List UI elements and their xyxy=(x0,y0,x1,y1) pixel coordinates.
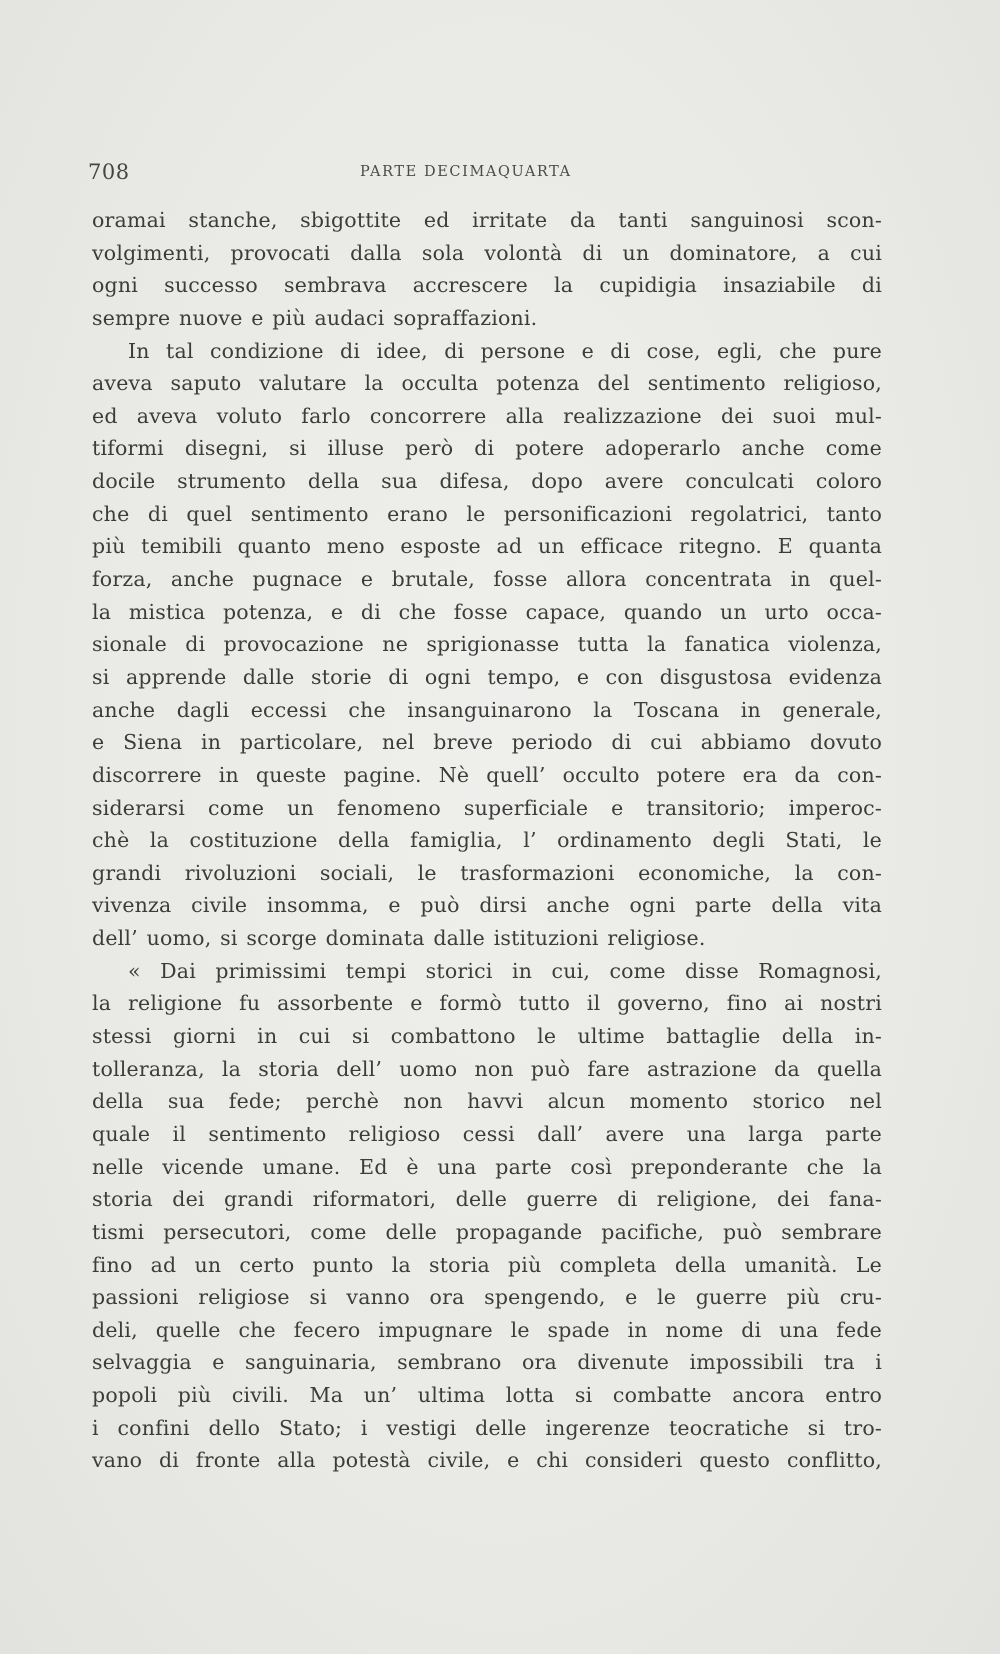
text-line: i confini dello Stato; i vestigi delle ingerenze teocratiche si tro- xyxy=(92,1415,882,1440)
text-line: si apprende dalle storie di ogni tempo, e con disgustosa evidenza xyxy=(92,664,882,689)
text-line: quale il sentimento religioso cessi dall’ avere una larga parte xyxy=(92,1121,882,1146)
text-line: vivenza civile insomma, e può dirsi anche ogni parte della vita xyxy=(92,893,882,918)
text-line: sempre nuove e più audaci sopraffazioni. xyxy=(92,305,538,330)
text-line: che di quel sentimento erano le personificazioni regolatrici, tanto xyxy=(92,501,882,526)
text-line: volgimenti, provocati dalla sola volontà di un dominatore, a cui xyxy=(92,240,882,265)
text-line: vano di fronte alla potestà civile, e chi consideri questo conflitto, xyxy=(92,1448,882,1473)
text-line: chè la costituzione della famiglia, l’ ordinamento degli Stati, le xyxy=(92,828,882,853)
text-line: docile strumento della sua difesa, dopo avere conculcati coloro xyxy=(92,469,882,494)
page-header xyxy=(88,160,888,190)
text-line: In tal condizione di idee, di persone e di cose, egli, che pure xyxy=(128,338,882,363)
text-line: più temibili quanto meno esposte ad un efficace ritegno. E quanta xyxy=(92,534,882,559)
text-line: della sua fede; perchè non havvi alcun momento storico nel xyxy=(92,1089,882,1114)
text-line: fino ad un certo punto la storia più completa della umanità. Le xyxy=(92,1252,882,1277)
text-line: tolleranza, la storia dell’ uomo non può fare astrazione da quella xyxy=(92,1056,882,1081)
text-line: anche dagli eccessi che insanguinarono la Toscana in generale, xyxy=(92,697,882,722)
text-line: passioni religiose si vanno ora spengendo, e le guerre più cru- xyxy=(92,1285,882,1310)
text-line: forza, anche pugnace e brutale, fosse allora concentrata in quel- xyxy=(92,567,882,592)
text-line: ed aveva voluto farlo concorrere alla realizzazione dei suoi mul- xyxy=(92,403,882,428)
text-line: la mistica potenza, e di che fosse capace, quando un urto occa- xyxy=(92,599,882,624)
text-line: tismi persecutori, come delle propagande pacifiche, può sembrare xyxy=(92,1219,882,1244)
text-line: sionale di provocazione ne sprigionasse tutta la fanatica violenza, xyxy=(92,632,882,657)
body-text xyxy=(92,204,882,1477)
text-line: e Siena in particolare, nel breve periodo di cui abbiamo dovuto xyxy=(92,730,882,755)
text-line: popoli più civili. Ma un’ ultima lotta si combatte ancora entro xyxy=(92,1383,882,1408)
text-line: siderarsi come un fenomeno superficiale e transitorio; imperoc- xyxy=(92,795,882,820)
text-line: dell’ uomo, si scorge dominata dalle istituzioni religiose. xyxy=(92,926,706,951)
text-line: stessi giorni in cui si combattono le ultime battaglie della in- xyxy=(92,1024,882,1049)
text-line: oramai stanche, sbigottite ed irritate da tanti sanguinosi scon- xyxy=(92,208,882,232)
text-line: « Dai primissimi tempi storici in cui, come disse Romagnosi, xyxy=(128,958,882,983)
text-line: storia dei grandi riformatori, delle guerre di religione, dei fana- xyxy=(92,1187,882,1212)
text-line: tiformi disegni, si illuse però di potere adoperarlo anche come xyxy=(92,436,882,461)
text-line: discorrere in queste pagine. Nè quell’ occulto potere era da con- xyxy=(92,762,882,787)
text-line: selvaggia e sanguinaria, sembrano ora divenute impossibili tra i xyxy=(92,1350,882,1375)
page-number: 708 xyxy=(88,160,130,184)
text-line: aveva saputo valutare la occulta potenza del sentimento religioso, xyxy=(92,371,882,396)
running-head: PARTE DECIMAQUARTA xyxy=(360,164,572,180)
text-line: deli, quelle che fecero impugnare le spade in nome di una fede xyxy=(92,1317,882,1342)
text-line: ogni successo sembrava accrescere la cupidigia insaziabile di xyxy=(92,273,882,298)
text-line: grandi rivoluzioni sociali, le trasformazioni economiche, la con- xyxy=(92,860,882,885)
text-line: la religione fu assorbente e formò tutto il governo, fino ai nostri xyxy=(92,991,882,1016)
text-line: nelle vicende umane. Ed è una parte così preponderante che la xyxy=(92,1154,882,1179)
